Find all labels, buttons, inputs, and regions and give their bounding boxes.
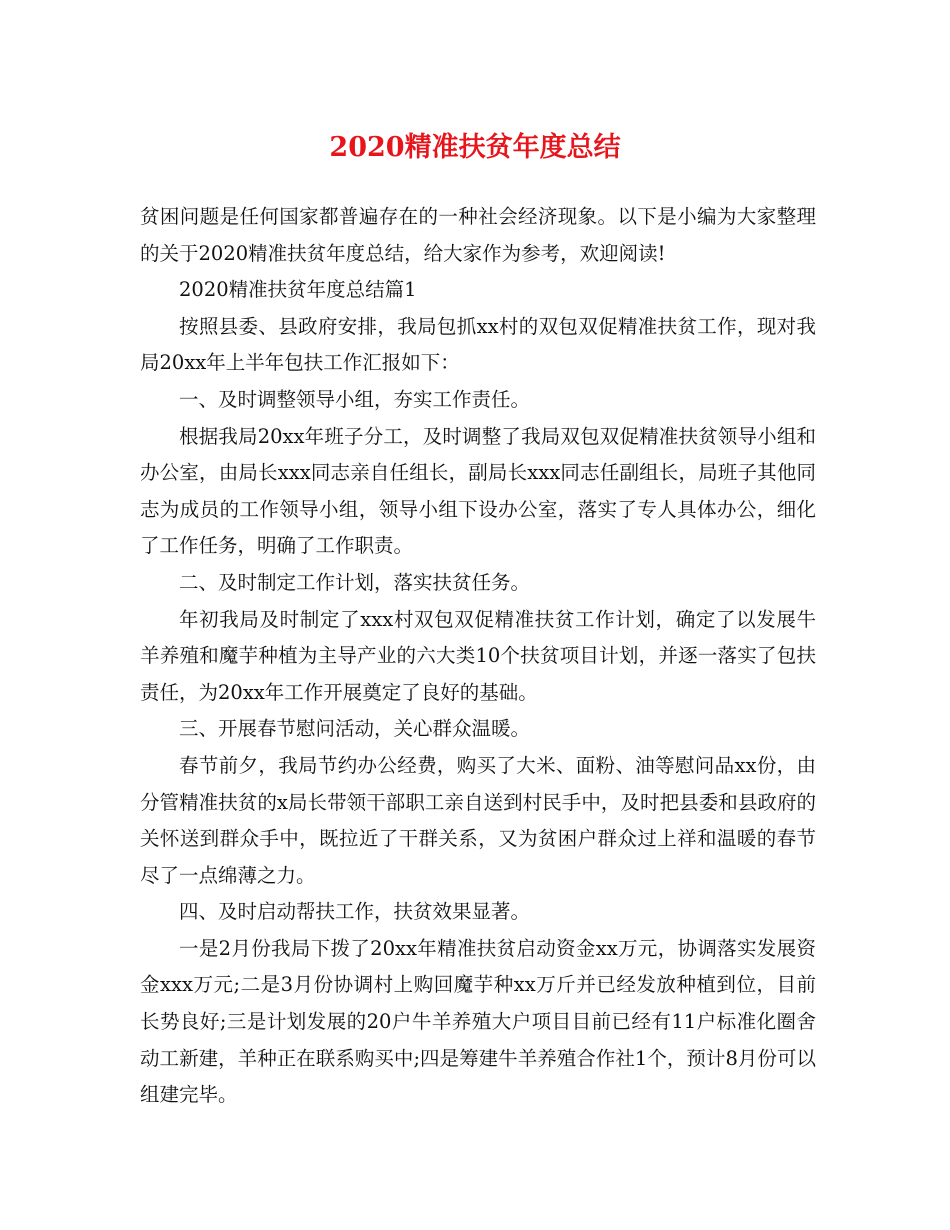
document-title: 2020精准扶贫年度总结 xyxy=(329,132,621,163)
body-paragraph: 春节前夕，我局节约办公经费，购买了大米、面粉、油等慰问品xx份，由分管精准扶贫的x局长带领干部职工亲自送到村民手中，及时把县委和县政府的关怀送到群众手中，既拉近了干群关系，又为贫困户群众过上祥和温暖的春节尽了一点绵薄之力。 xyxy=(140,753,816,887)
section-heading: 一、及时调整领导小组，夯实工作责任。 xyxy=(179,387,531,411)
body-paragraph: 年初我局及时制定了xxx村双包双促精准扶贫工作计划，确定了以发展牛羊养殖和魔芋种植为主导产业的六大类10个扶贫项目计划，并逐一落实了包扶责任，为20xx年工作开展奠定了良好的基础。 xyxy=(140,607,816,704)
body-paragraph: 根据我局20xx年班子分工，及时调整了我局双包双促精准扶贫领导小组和办公室，由局长xxx同志亲自任组长，副局长xxx同志任副组长，局班子其他同志为成员的工作领导小组，领导小组下设办公室，落实了专人具体办公，细化了工作任务，明确了工作职责。 xyxy=(140,424,816,558)
section-heading: 四、及时启动帮扶工作，扶贫效果显著。 xyxy=(179,900,531,924)
section-heading: 三、开展春节慰问活动，关心群众温暖。 xyxy=(179,717,531,741)
intro-paragraph: 贫困问题是任何国家都普遍存在的一种社会经济现象。以下是小编为大家整理的关于2020精准扶贫年度总结，给大家作为参考，欢迎阅读! xyxy=(140,205,816,265)
body-paragraph: 按照县委、县政府安排，我局包抓xx村的双包双促精准扶贫工作，现对我局20xx年上半年包扶工作汇报如下： xyxy=(140,314,816,375)
section-heading: 二、及时制定工作计划，落实扶贫任务。 xyxy=(179,570,531,594)
document-body xyxy=(140,199,816,1114)
body-paragraph: 一是2月份我局下拨了20xx年精准扶贫启动资金xx万元，协调落实发展资金xxx万元;二是3月份协调村上购回魔芋种xx万斤并已经发放种植到位，目前长势良好;三是计划发展的20户牛羊养殖大户项目目前已经有11户标准化圈舍动工新建，羊种正在联系购买中;四是筹建牛羊养殖合作社1个，预计8月份可以组建完毕。 xyxy=(140,936,816,1107)
section-heading-part1: 2020精准扶贫年度总结篇1 xyxy=(179,278,417,302)
